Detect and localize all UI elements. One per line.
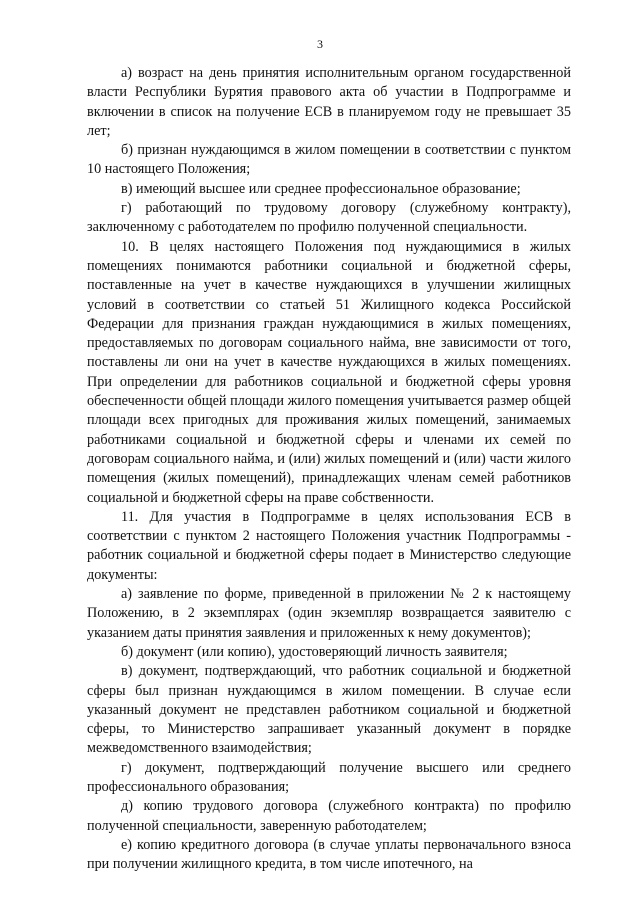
- paragraph-1a-age: а) возраст на день принятия исполнительным органом государственной власти Республики Бурятия правового акта об участии в Подпрограмме и включении в список на получение ЕСВ в планируемом году не превышает 35 лет;: [87, 65, 571, 139]
- paragraph-1c-education: в) имеющий высшее или среднее профессиональное образование;: [121, 180, 521, 197]
- paragraph-11b-identity-document: б) документ (или копию), удостоверяющий личность заявителя;: [121, 643, 508, 660]
- paragraph-11e-employment-contract: д) копию трудового договора (служебного контракта) по профилю полученной специальности, заверенную работодателем;: [87, 798, 571, 834]
- paragraph-10: 10. В целях настоящего Положения под нуждающимися в жилых помещениях понимаются работники социальной и бюджетной сферы, поставленные на учет в качестве нуждающихся в улучшении жилищных условий в соответствии со статьей 51 Жилищного кодекса Российской Федерации для признания граждан нуждающимися в жилых помещениях, предоставляемых по договорам социального найма, вне зависимости от того, поставлены ли они на учет в качестве нуждающихся в жилых помещениях. При определении для работников социальной и бюджетной сферы уровня обеспеченности общей площади жилого помещения учитывается размер общей площади всех пригодных для проживания жилых помещений, занимаемых работниками социальной и бюджетной сферы и членами их семей по договорам социального найма, и (или) жилых помещений и (или) части жилого помещения (жилых помещений), принадлежащих членам семей работников социальной и бюджетной сферы на праве собственности.: [87, 238, 571, 506]
- paragraph-11c-need-confirmation: в) документ, подтверждающий, что работник социальной и бюджетной сферы был признан нуждающимся в жилом помещении. В случае если указанный документ не представлен работником социальной и бюджетной сферы, то Министерство запрашивает указанный документ в порядке межведомственного взаимодействия;: [87, 663, 571, 757]
- paragraph-1d-employment: г) работающий по трудовому договору (служебному контракту), заключенному с работодателем по профилю полученной специальности.: [87, 200, 571, 236]
- paragraph-11f-credit-agreement: е) копию кредитного договора (в случае уплаты первоначального взноса при получении жилищного кредита, в том числе ипотечного, на: [87, 836, 571, 873]
- paragraph-11a-application: а) заявление по форме, приведенной в приложении № 2 к настоящему Положению, в 2 экземплярах (один экземпляр возвращается заявителю с указанием даты принятия заявления и приложенных к нему документов);: [87, 586, 571, 641]
- paragraph-1b-housing-need: б) признан нуждающимся в жилом помещении в соответствии с пунктом 10 настоящего Положения;: [87, 142, 571, 178]
- paragraph-11d-education-document: г) документ, подтверждающий получение высшего или среднего профессионального образования;: [87, 759, 571, 795]
- paragraph-11: 11. Для участия в Подпрограмме в целях использования ЕСВ в соответствии с пунктом 2 настоящего Положения участник Подпрограммы - работник социальной и бюджетной сферы подает в Министерство следующие документы:: [87, 508, 571, 583]
- document-body: [87, 64, 571, 874]
- page-number: 3: [317, 37, 323, 51]
